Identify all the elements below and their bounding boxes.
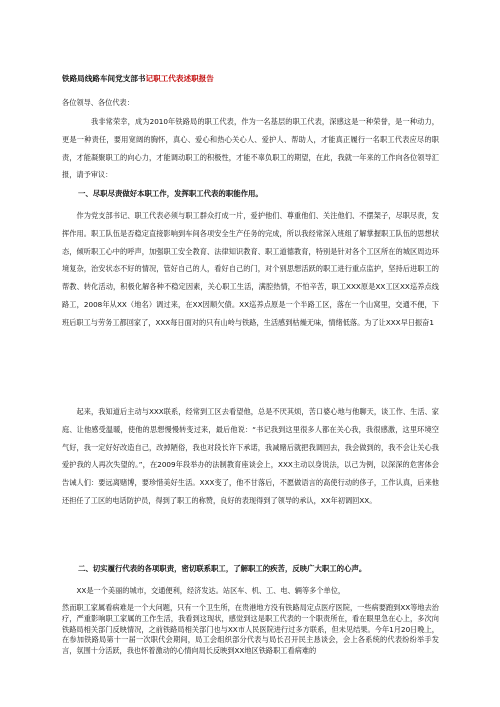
title-black: 铁路局线路车间党支部书 [62,74,146,83]
section-heading-2: 二、切实履行代表的各项职责，密切联系职工，了解职工的疾苦，反映广大职工的心声。 [78,564,367,573]
paragraph-city: XX是一个美丽的城市，交通便利，经济发达。站区车、机、工、电、辆等多个单位， [76,586,346,595]
salutation: 各位领导、各位代表： [62,98,134,107]
title-red: 记职工代表述职报告 [145,74,214,83]
paragraph-medical: 然而职工家属看病难是一个大问题，只有一个卫生所，在贵港地方没有铁路局定点医疗医院，一些病要跑到XX等地去治疗，严重影响职工家属的工作生活，我看到这现状，感觉到这是职工代表的一个职责所在，看在眼里急在心上，多次向铁路局相关部门反映情况，之前铁路局相关部门也与XX市人民医院进行过多方联系，但未见结果。今年1月20日晚上，在参加铁路局第十一届一次职代会期间，局工会组织部分代表与局长召开民主恳谈会，会上各系统的代表纷纷举手发言，氛围十分活跃，我也怀着激动的心情向局长反映到XX地区铁路职工看病难的 [62,603,439,656]
paragraph-intro: 我非常荣幸，成为2010年铁路局的职工代表，作为一名基层的职工代表，深感这是一种荣誉，是一种动力，更是一种责任，要用宽阔的胸怀，真心、爱心和热心关心人、爱护人、帮助人，才能真正履行一名职工代表应尽的职责，才能凝聚职工的向心力，才能调动职工的积极性，才能不辜负职工的期望，在此，我就一年来的工作向各位领导汇报，请予审议： [62,117,439,180]
paragraph-story: 起来，我知道后主动与XXX联系，经常到工区去看望他，总是不厌其烦，苦口婆心地与他聊天，谈工作、生活、家庭、让他感受温暖，使他的思想慢慢转变过来，最后他说：“书记我到这里很多人都在关心我，我很感激，这里环境空气好，我一定好好改造自己，改掉陋俗，我也对段长许下承诺，我减赌后就把我调回去，我会做到的，我不会让关心我爱护我的人再次失望的。”，在2009年段举办的法制教育座谈会上，XXX主动以身说法，以己为例，以深深的危害体会告诫人们：要远离赌博，要珍惜美好生活。XXX变了，他不甘落后，不愿做语言的高使行动的侈子，工作认真，后来他还担任了工区的电话防护员，得到了职工的称赞，良好的表现得到了领导的承认，XX年初调回XX。 [62,407,439,505]
paragraph-duties: 作为党支部书记、职工代表必须与职工群众打成一片，爱护他们、尊重他们、关注他们、不摆架子，尽职尽责，发挥作用。职工队伍是否稳定直接影响到车间各项安全生产任务的完成，所以我经常深入班组了解掌握职工队伍的思想状态，倾听职工心中的呼声，加强职工安全教育、法律知识教育、职工道德教育，特别是针对各个工区所在的城区周边环境复杂，治安状态不好的情况，管好自己的人，看好自己的门，对个别思想活跃的职工进行重点监护，坚持后进职工的帮教、转化活动，积极化解各种不稳定因素，关心职工生活，满腔热情，不怕辛苦，职工XXX原是XX工区XX巡养点线路工，2008年从XX（地名）调过来，在XX因顺欠债。XX巡养点原是一个半路工区，落在一个山窝里，交通不便，下班后职工与劳务工都回家了，XXX每日面对的只有山岭与铁路，生活感到枯燥无味，情绪低落。为了让XXX早日振奋1 [62,211,439,327]
section-heading-1: 一、尽职尽责做好本职工作，发挥职工代表的职能作用。 [78,189,263,198]
document-title [62,73,214,84]
